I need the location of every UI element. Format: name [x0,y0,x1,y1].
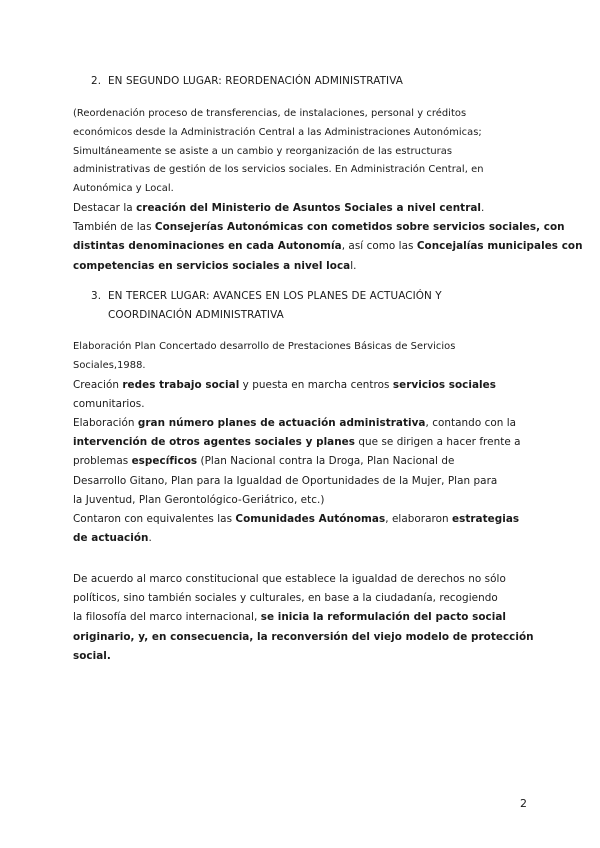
bold-text-run: redes trabajo social [122,378,240,391]
text-run: (Plan Nacional contra la Droga, Plan Nacional de [197,455,455,468]
para2-line [73,105,535,124]
paragraph-reordenacion [73,105,583,276]
para3-line [73,357,535,376]
para4-line [73,647,535,666]
section-3-title-line-1: EN TERCER LUGAR: AVANCES EN LOS PLANES DE ACTUACIÓN Y [108,290,442,302]
para4-line [73,628,535,647]
text-run: políticos, sino también sociales y culturales, en base a la ciudadanía, recogiendo [73,592,498,605]
bold-text-run: Consejerías Autonómicas con cometidos sobre servicios sociales, con [154,221,565,234]
text-run: Destacar la [73,201,137,214]
para2-line [73,124,535,143]
para2-line [73,218,565,237]
para3-line [73,414,535,433]
section-3-title-line-2: COORDINACIÓN ADMINISTRATIVA [108,308,284,321]
text-run: Sociales,1988. [73,359,146,371]
paragraph-avances [73,338,535,548]
text-run: l. [350,259,357,272]
section-3-heading [91,287,442,324]
bold-text-run: competencias en servicios sociales a nivel loca [73,259,351,272]
para4-line [73,608,535,627]
para2-line [73,180,535,199]
para2-line [73,257,535,276]
section-3-number: 3. [91,290,102,302]
bold-text-run: gran número planes de actuación administrativa [137,417,426,429]
text-run: la Juventud, Plan Gerontológico-Geriátrico, etc.) [73,493,325,506]
para3-line [73,491,535,510]
bold-text-run: distintas denominaciones en cada Autonomía [73,240,342,253]
text-run: También de las [73,221,155,234]
para4-line [73,570,535,589]
text-run: . [148,532,152,545]
text-run: problemas [73,455,132,468]
text-run: (Reordenación proceso de transferencias, de instalaciones, personal y créditos [73,108,467,119]
text-run: . [481,201,485,214]
para3-line [73,529,535,548]
para3-line [73,395,535,414]
bold-text-run: originario, y, en consecuencia, la reconversión del viejo modelo de protección [73,630,534,643]
text-run: Contaron con equivalentes las [73,513,236,526]
para4-line [73,589,535,608]
text-run: administrativas de gestión de los servicios sociales. En Administración Central, en [73,164,484,176]
para3-line [73,376,535,395]
text-run: la filosofía del marco internacional, [73,611,261,624]
section-2-title: EN SEGUNDO LUGAR: REORDENACIÓN ADMINISTRATIVA [108,75,403,87]
bold-text-run: creación del Ministerio de Asuntos Sociales a nivel central [136,201,482,214]
para3-line [73,472,535,491]
bold-text-run: servicios sociales [392,378,496,391]
text-run: , contando con la [425,417,517,429]
para2-line [73,199,535,218]
para3-line [73,433,535,452]
text-run: Desarrollo Gitano, Plan para la Igualdad de Oportunidades de la Mujer, Plan para [73,474,498,487]
text-run: que se dirigen a hacer frente a [355,436,521,449]
bold-text-run: estrategias [452,513,520,526]
para3-line [73,452,535,471]
bold-text-run: se inicia la reformulación del pacto social [260,611,507,624]
bold-text-run: Comunidades Autónomas [235,513,386,526]
bold-text-run: social. [73,649,111,662]
text-run: Simultáneamente se asiste a un cambio y reorganización de las estructuras [73,145,453,157]
paragraph-conclusion [73,570,535,666]
para2-line [73,237,583,256]
page-number: 2 [520,797,527,810]
bold-text-run: de actuación [73,532,149,545]
para2-line [73,143,535,162]
para3-line [73,338,535,357]
text-run: económicos desde la Administración Central a las Administraciones Autonómicas; [73,126,482,138]
section-2-heading [91,72,403,91]
para2-line [73,161,535,180]
text-run: comunitarios. [73,397,145,410]
text-run: Elaboración [73,417,138,429]
text-run: Elaboración Plan Concertado desarrollo de Prestaciones Básicas de Servicios [73,341,456,352]
section-2-number: 2. [91,75,102,87]
text-run: y puesta en marcha centros [239,378,393,391]
bold-text-run: Concejalías municipales con [416,240,583,253]
bold-text-run: intervención de otros agentes sociales y planes [73,436,356,449]
text-run: Creación [73,378,123,391]
bold-text-run: específicos [131,455,198,468]
para3-line [73,510,535,529]
text-run: Autonómica y Local. [73,183,174,195]
text-run: , elaboraron [385,513,453,526]
text-run: , así como las [341,240,417,253]
text-run: De acuerdo al marco constitucional que establece la igualdad de derechos no sólo [73,573,506,585]
